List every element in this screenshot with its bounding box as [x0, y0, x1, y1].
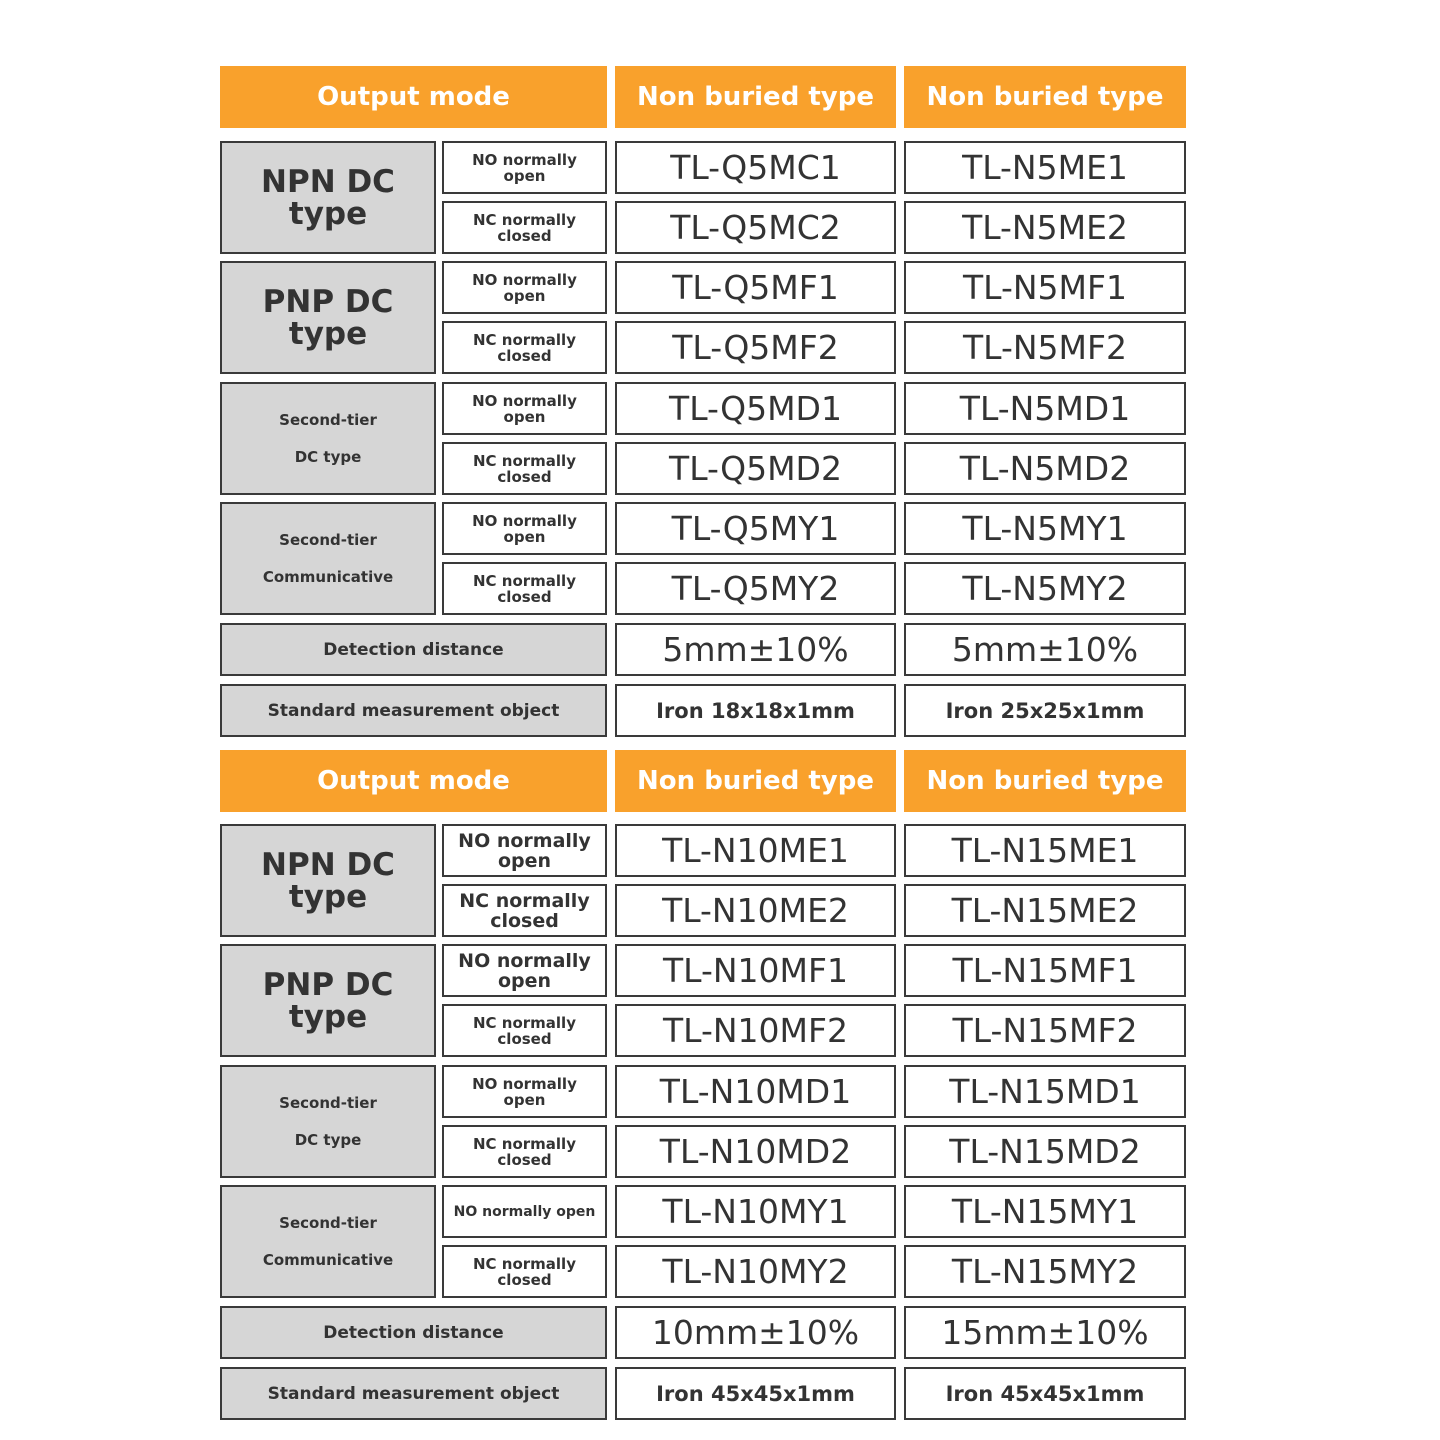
group-label-second-tier-communicative: [220, 502, 436, 615]
group-label-line2: Communicative: [262, 567, 394, 586]
model-cell: TL-N15MY1: [904, 1185, 1186, 1238]
group-label-second-tier-dc: [220, 1065, 436, 1178]
measurement-object-value: Iron 45x45x1mm: [615, 1367, 896, 1420]
model-cell: TL-N5MD2: [904, 442, 1186, 495]
group-label-line2: Communicative: [262, 1250, 394, 1269]
model-cell: TL-N10MD1: [615, 1065, 896, 1118]
group-label-pnp-dc: [220, 944, 436, 1057]
group-label-line1: PNP DC: [262, 283, 394, 320]
measurement-object-value: Iron 45x45x1mm: [904, 1367, 1186, 1420]
output-mode-cell: NC normally closed: [442, 562, 607, 615]
group-label-line1: NPN DC: [261, 163, 395, 200]
header-output-mode: Output mode: [220, 750, 607, 812]
group-label-line2: type: [288, 998, 368, 1035]
model-cell: TL-Q5MY2: [615, 562, 896, 615]
group-label-line2: type: [288, 878, 368, 915]
output-mode-cell: NO normally open: [442, 1065, 607, 1118]
model-cell: TL-N5MF2: [904, 321, 1186, 374]
group-label-line2: type: [288, 315, 368, 352]
header-col1: Non buried type: [615, 750, 896, 812]
group-label-line2: DC type: [294, 1130, 362, 1149]
output-mode-cell: NO normally open: [442, 944, 607, 997]
group-label-second-tier-communicative: [220, 1185, 436, 1298]
spec-table-top: [220, 66, 1186, 738]
output-mode-cell: NC normally closed: [442, 1245, 607, 1298]
model-cell: TL-N5MF1: [904, 261, 1186, 314]
group-label-npn-dc: [220, 141, 436, 254]
model-cell: TL-N10ME2: [615, 884, 896, 937]
model-cell: TL-N5MY2: [904, 562, 1186, 615]
group-label-line1: Second-tier: [279, 411, 377, 430]
model-cell: TL-N5ME2: [904, 201, 1186, 254]
output-mode-cell: NC normally closed: [442, 201, 607, 254]
model-cell: TL-Q5MF2: [615, 321, 896, 374]
output-mode-cell: NO normally open: [442, 502, 607, 555]
detection-distance-value: 5mm±10%: [904, 623, 1186, 676]
model-cell: TL-N10MF1: [615, 944, 896, 997]
model-cell: TL-N15ME1: [904, 824, 1186, 877]
group-label-pnp-dc: [220, 261, 436, 374]
model-cell: TL-N15ME2: [904, 884, 1186, 937]
output-mode-cell: NC normally closed: [442, 1004, 607, 1057]
model-cell: TL-Q5MD2: [615, 442, 896, 495]
model-cell: TL-Q5MC1: [615, 141, 896, 194]
model-cell: TL-N15MF1: [904, 944, 1186, 997]
measurement-object-label: Standard measurement object: [220, 684, 607, 737]
detection-distance-label: Detection distance: [220, 623, 607, 676]
output-mode-cell: NO normally open: [442, 1185, 607, 1238]
output-mode-cell: NO normally open: [442, 382, 607, 435]
header-col1: Non buried type: [615, 66, 896, 128]
output-mode-cell: NC normally closed: [442, 1125, 607, 1178]
output-mode-cell: NO normally open: [442, 261, 607, 314]
detection-distance-label: Detection distance: [220, 1306, 607, 1359]
measurement-object-value: Iron 25x25x1mm: [904, 684, 1186, 737]
detection-distance-value: 10mm±10%: [615, 1306, 896, 1359]
model-cell: TL-N10MF2: [615, 1004, 896, 1057]
output-mode-cell: NO normally open: [442, 824, 607, 877]
group-label-line1: PNP DC: [262, 966, 394, 1003]
output-mode-cell: NC normally closed: [442, 321, 607, 374]
model-cell: TL-Q5MD1: [615, 382, 896, 435]
model-cell: TL-N10MD2: [615, 1125, 896, 1178]
output-mode-cell: NO normally open: [442, 141, 607, 194]
model-cell: TL-Q5MC2: [615, 201, 896, 254]
group-label-second-tier-dc: [220, 382, 436, 495]
header-output-mode: Output mode: [220, 66, 607, 128]
model-cell: TL-N15MF2: [904, 1004, 1186, 1057]
model-cell: TL-Q5MY1: [615, 502, 896, 555]
header-col2: Non buried type: [904, 66, 1186, 128]
model-cell: TL-N15MD1: [904, 1065, 1186, 1118]
measurement-object-label: Standard measurement object: [220, 1367, 607, 1420]
group-label-line2: type: [288, 195, 368, 232]
model-cell: TL-N5ME1: [904, 141, 1186, 194]
model-cell: TL-N10ME1: [615, 824, 896, 877]
output-mode-cell: NC normally closed: [442, 442, 607, 495]
measurement-object-value: Iron 18x18x1mm: [615, 684, 896, 737]
model-cell: TL-N10MY1: [615, 1185, 896, 1238]
spec-table-bottom: [220, 750, 1186, 1422]
group-label-line1: Second-tier: [279, 1214, 377, 1233]
header-col2: Non buried type: [904, 750, 1186, 812]
detection-distance-value: 5mm±10%: [615, 623, 896, 676]
model-cell: TL-N15MY2: [904, 1245, 1186, 1298]
group-label-line2: DC type: [294, 447, 362, 466]
group-label-npn-dc: [220, 824, 436, 937]
model-cell: TL-N5MD1: [904, 382, 1186, 435]
group-label-line1: Second-tier: [279, 531, 377, 550]
model-cell: TL-N15MD2: [904, 1125, 1186, 1178]
model-cell: TL-N10MY2: [615, 1245, 896, 1298]
detection-distance-value: 15mm±10%: [904, 1306, 1186, 1359]
group-label-line1: Second-tier: [279, 1094, 377, 1113]
model-cell: TL-N5MY1: [904, 502, 1186, 555]
group-label-line1: NPN DC: [261, 846, 395, 883]
output-mode-cell: NC normally closed: [442, 884, 607, 937]
model-cell: TL-Q5MF1: [615, 261, 896, 314]
